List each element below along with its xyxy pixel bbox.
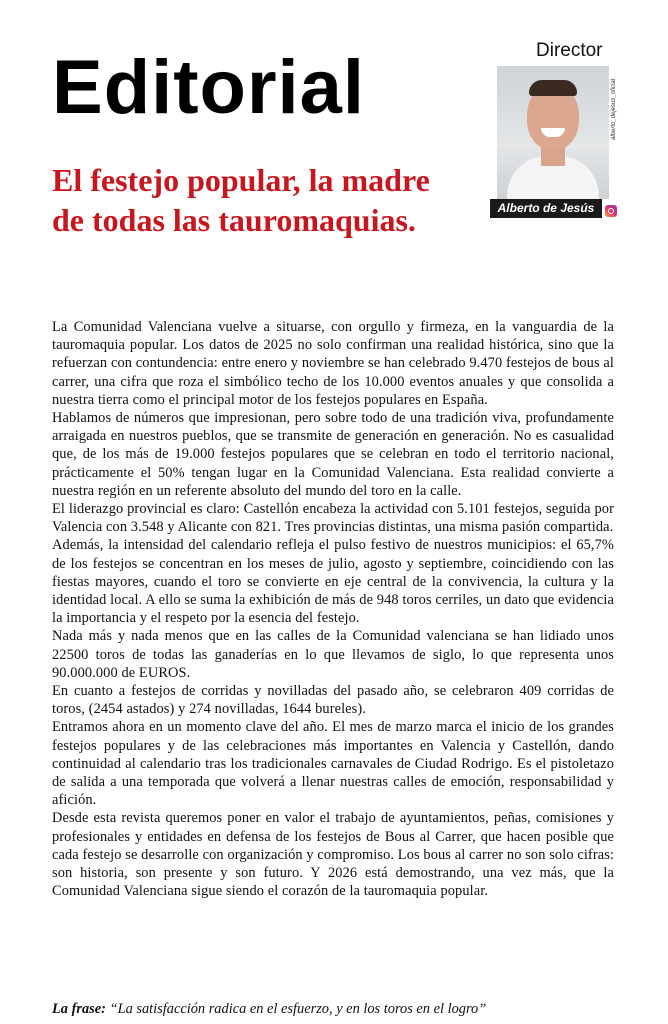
article-paragraph: En cuanto a festejos de corridas y novilladas del pasado año, se celebraron 409 corridas de toros, (2454 astados) y 274 novilladas, 1644 bureles). [52,683,614,718]
masthead-title: Editorial [52,45,366,130]
article-paragraph: Hablamos de números que impresionan, pero sobre todo de una tradición viva, profundamente arraigada en nuestros pueblos, que se transmite de generación en generación. No es casualidad que, de los más de 19.000 festejos populares que se celebran en todo el territorio nacional, prácticamente el 50% tengan lugar en la Comunidad Valenciana. Esta realidad convierte a nuestra región en un referente absoluto del mundo del toro en la calle. [52,410,614,499]
article-paragraph: El liderazgo provincial es claro: Castellón encabeza la actividad con 5.101 festejos, seguida por Valencia con 3.548 y Alicante con 821. Tres provincias distintas, una misma pasión compartida. [52,501,614,536]
article-paragraph: Además, la intensidad del calendario refleja el pulso festivo de nuestros municipios: el 65,7% de los festejos se concentran en los meses de julio, agosto y septiembre, coincidiendo con las fiestas mayores, cuando el toro se convierte en eje central de la convivencia, la cultura y la identidad local. A ello se suma la exhibición de más de 948 toros cerriles, un dato que evidencia la importancia y el respeto por la esencia del festejo. [52,537,614,627]
instagram-icon [605,205,617,217]
article-paragraph: Entramos ahora en un momento clave del año. El mes de marzo marca el inicio de los grandes festejos populares y de las celebraciones más importantes en Valencia y Castellón, dando continuidad al calendario tras los tradicionales carnavales de Ciudad Rodrigo. Es el pistoletazo de salida a una temporada que volverá a llenar nuestras calles de emoción, responsabilidad y afición. [52,719,614,809]
photo-hair [529,80,577,96]
article-paragraph: Desde esta revista queremos poner en valor el trabajo de ayuntamientos, peñas, comisiones y profesionales y entidades en defensa de los festejos de Bous al Carrer, que hacen posible que cada festejo se desarrolle con organización y compromiso. Los bous al carrer no son solo cifras: son historia, son presente y son futuro. Y 2026 está demostrando, una vez más, que la Comunidad Valenciana sigue siendo el corazón de la tauromaquia popular. [52,810,614,900]
pull-quote [52,1000,652,1018]
quote-label: La frase: [52,1001,106,1017]
article-paragraph: Nada más y nada menos que en las calles de la Comunidad valenciana se han lidiado unos 22500 toros de todas las ganaderías en lo que llevamos de siglo, lo que representa unos 90.000.000 de EUROS. [52,628,614,681]
director-label: Director [536,40,603,61]
quote-text: “La satisfacción radica en el esfuerzo, y en los toros en el logro” [109,1001,487,1017]
article-body [52,318,614,901]
director-name: Alberto de Jesús [490,199,602,218]
article-headline: El festejo popular, la madre de todas las tauromaquias. [52,162,430,238]
article-paragraph: La Comunidad Valenciana vuelve a situarse, con orgullo y firmeza, en la vanguardia de la tauromaquia popular. Los datos de 2025 no solo confirman una realidad histórica, sino que la refuerzan con contundencia: entre enero y noviembre se han celebrado 9.470 festejos de bous al carrer, una cifra que roza el simbólico techo de los 10.000 eventos anuales y que consolida a nuestra tierra como el principal motor de los festejos populares en España. [52,319,614,408]
instagram-handle: alberto_dejesus_oficial [611,78,617,140]
director-photo [497,66,609,199]
